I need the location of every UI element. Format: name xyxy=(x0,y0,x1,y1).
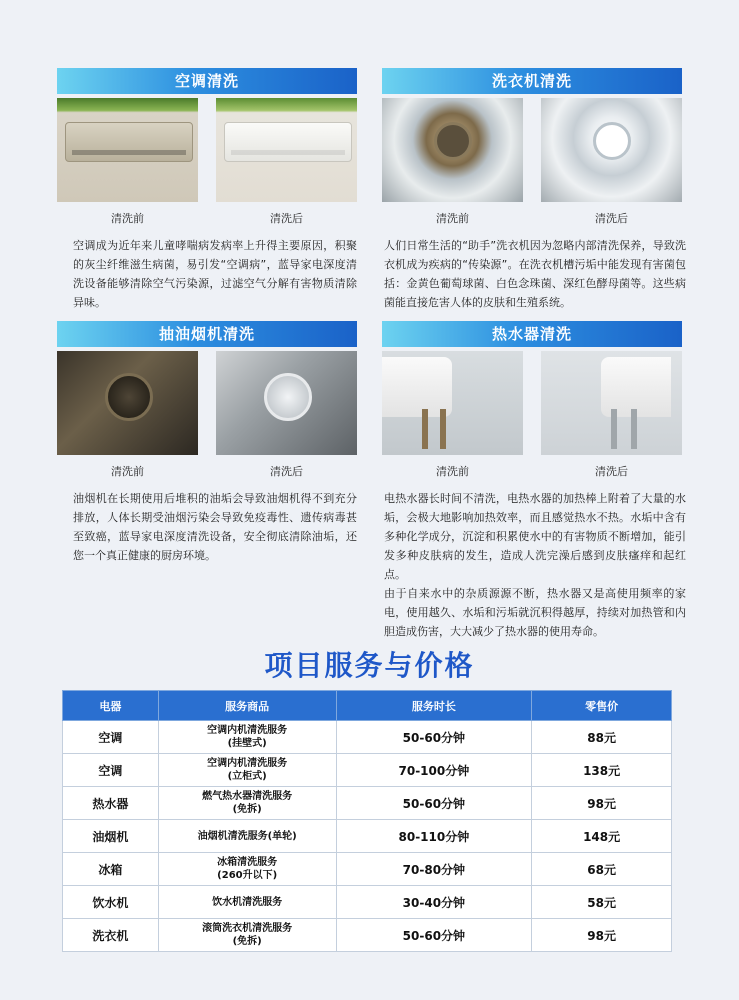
cell-service: 冰箱清洗服务 (260升以下) xyxy=(158,853,336,886)
cell-duration: 30-40分钟 xyxy=(336,886,532,919)
photo-pair xyxy=(57,98,357,202)
caption-before: 清洗前 xyxy=(111,465,144,478)
section-title: 洗衣机清洗 xyxy=(382,68,682,94)
section-title: 空调清洗 xyxy=(57,68,357,94)
table-header-row xyxy=(63,691,672,721)
cell-price: 138元 xyxy=(532,754,672,787)
table-row xyxy=(63,820,672,853)
heater-after-photo xyxy=(541,351,682,455)
section-description: 空调成为近年来儿童哮喘病发病率上升得主要原因，积聚的灰尘纤维滋生病菌，易引发“空调病”，蓝导家电深度清洗设备能够清除空气污染源，过滤空气分解有害物质清除异味。 xyxy=(73,239,357,309)
cell-price: 98元 xyxy=(532,919,672,952)
section-ac-cleaning xyxy=(57,68,357,312)
cell-appliance: 空调 xyxy=(63,754,159,787)
photo-pair xyxy=(57,351,357,455)
cell-duration: 50-60分钟 xyxy=(336,787,532,820)
cell-appliance: 冰箱 xyxy=(63,853,159,886)
section-description: 油烟机在长期使用后堆积的油垢会导致油烟机得不到充分排放，人体长期受油烟污染会导致免疫毒性、遗传病毒甚至致癌，蓝导家电深度清洗设备，安全彻底清除油垢，还您一个真正健康的厨房环境。 xyxy=(73,492,357,562)
table-row xyxy=(63,787,672,820)
cell-service: 饮水机清洗服务 xyxy=(158,886,336,919)
header-service: 服务商品 xyxy=(158,691,336,721)
cell-price: 148元 xyxy=(532,820,672,853)
cell-appliance: 饮水机 xyxy=(63,886,159,919)
cell-price: 68元 xyxy=(532,853,672,886)
caption-after: 清洗后 xyxy=(270,212,303,225)
cell-price: 88元 xyxy=(532,721,672,754)
photo-pair xyxy=(382,351,682,455)
cell-duration: 80-110分钟 xyxy=(336,820,532,853)
cell-service: 油烟机清洗服务(单轮) xyxy=(158,820,336,853)
section-title: 抽油烟机清洗 xyxy=(57,321,357,347)
section-hood-cleaning xyxy=(57,321,357,565)
cell-appliance: 洗衣机 xyxy=(63,919,159,952)
cell-duration: 50-60分钟 xyxy=(336,721,532,754)
cell-duration: 70-80分钟 xyxy=(336,853,532,886)
header-appliance: 电器 xyxy=(63,691,159,721)
cell-appliance: 空调 xyxy=(63,721,159,754)
photo-pair xyxy=(382,98,682,202)
header-duration: 服务时长 xyxy=(336,691,532,721)
caption-before: 清洗前 xyxy=(436,212,469,225)
heater-before-photo xyxy=(382,351,523,455)
cell-appliance: 油烟机 xyxy=(63,820,159,853)
section-description: 电热水器长时间不清洗，电热水器的加热棒上附着了大量的水垢，会极大地影响加热效率，而且感觉热水不热。水垢中含有多种化学成分，沉淀和积累使水中的有害物质不断增加，能引发多种皮肤病的发生，造成人洗完澡后感到皮肤瘙痒和起红点。 由于自来水中的杂质源源不断，热水器又是高使用频率的家电，使用越久、水垢和污垢就沉积得越厚，持续对加热管和内胆造成伤害，大大减少了热水器的使用寿命。 xyxy=(384,492,686,638)
ac-after-photo xyxy=(216,98,357,202)
caption-after: 清洗后 xyxy=(270,465,303,478)
section-washer-cleaning xyxy=(382,68,686,312)
table-row xyxy=(63,919,672,952)
hood-after-photo xyxy=(216,351,357,455)
cell-service: 空调内机清洗服务 (挂壁式) xyxy=(158,721,336,754)
table-row xyxy=(63,886,672,919)
table-row xyxy=(63,853,672,886)
cell-duration: 70-100分钟 xyxy=(336,754,532,787)
hood-before-photo xyxy=(57,351,198,455)
price-title: 项目服务与价格 xyxy=(264,649,475,682)
section-heater-cleaning xyxy=(382,321,686,641)
table-row xyxy=(63,721,672,754)
ac-before-photo xyxy=(57,98,198,202)
washer-before-photo xyxy=(382,98,523,202)
cell-service: 空调内机清洗服务 (立柜式) xyxy=(158,754,336,787)
caption-after: 清洗后 xyxy=(595,212,628,225)
cell-price: 58元 xyxy=(532,886,672,919)
header-price: 零售价 xyxy=(532,691,672,721)
cell-appliance: 热水器 xyxy=(63,787,159,820)
cell-service: 滚筒洗衣机清洗服务 (免拆) xyxy=(158,919,336,952)
cell-price: 98元 xyxy=(532,787,672,820)
washer-after-photo xyxy=(541,98,682,202)
cell-service: 燃气热水器清洗服务 (免拆) xyxy=(158,787,336,820)
table-row xyxy=(63,754,672,787)
caption-before: 清洗前 xyxy=(436,465,469,478)
cell-duration: 50-60分钟 xyxy=(336,919,532,952)
price-table xyxy=(62,690,672,952)
section-description: 人们日常生活的“助手”洗衣机因为忽略内部清洗保养，导致洗衣机成为疾病的“传染源”。在洗衣机槽污垢中能发现有害菌包括：金黄色葡萄球菌、白色念珠菌、深红色酵母菌等。这些病菌能直接危害人体的皮肤和生殖系统。 xyxy=(384,239,686,309)
section-title: 热水器清洗 xyxy=(382,321,682,347)
caption-after: 清洗后 xyxy=(595,465,628,478)
caption-before: 清洗前 xyxy=(111,212,144,225)
